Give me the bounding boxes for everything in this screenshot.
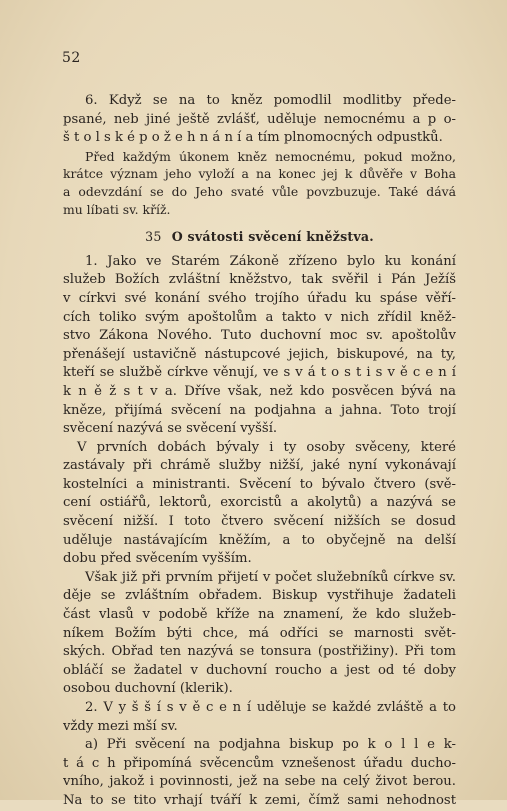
text-line: Však již při prvním přijetí v počet služebníků církve sv. (85, 569, 456, 585)
text-line: cení ostiářů, lektorů, exorcistů a akolytů) a nazývá se (63, 495, 456, 511)
text-line: k n ě ž s t v a. Dříve však, než kdo posvěcen bývá na (63, 383, 456, 399)
text-line: dobu před svěcením vyšším. (63, 551, 252, 567)
text-line: v církvi své konání svého trojího úřadu ku spáse věří- (63, 290, 456, 306)
paragraph-section-6 (63, 92, 456, 148)
text-line: 6. Když se na to kněz pomodlil modlitby předе- (85, 93, 456, 108)
text-line: obláčí se žadatel v duchovní roucho a jest od té doby (63, 662, 456, 678)
text-line: Před každým úkonem kněz nemocnému, pokud možno, (85, 148, 456, 164)
text-line: ských. Obřad ten nazývá se tonsura (postřižiny). Při tom (63, 644, 456, 660)
text-line: níkem Božím býti chce, má odříci se marnosti svět- (63, 625, 456, 641)
text-line: kněze, přijímá svěcení na podjahna a jahna. Toto trojí (63, 402, 456, 418)
page-text (63, 92, 456, 811)
section-heading (63, 228, 456, 247)
text-line: uděluje nastávajícím kněžím, a to obyčejně na delší (63, 532, 456, 548)
note-paragraph (63, 148, 456, 218)
text-line: t á c h připomíná svěcencům vznešenost úřadu ducho- (63, 755, 456, 771)
text-line: Na to se tito vrhají tváří k zemi, čímž sami nehodnost (63, 792, 456, 808)
text-line: cích toliko svým apoštolům a takto v nich zřídil kněž- (63, 309, 456, 325)
text-line: 1. Jako ve Starém Zákoně zřízeno bylo ku konání (85, 253, 456, 269)
text-line: mu líbati sv. kříž. (63, 201, 171, 217)
text-line: osobou duchovní (klerik). (63, 681, 233, 697)
text-line: svěcení nazývá se svěcení vyšší. (63, 421, 278, 437)
text-line: V prvních dobách bývaly i ty osoby svěceny, které (77, 439, 456, 455)
text-line: svěcení nižší. I toto čtvero svěcení nižších se dosud (63, 514, 456, 530)
text-line: vždy mezi mší sv. (63, 718, 178, 734)
text-line: a) Při svěcení na podjahna biskup po k o l l e k- (85, 737, 456, 753)
text-line: přenášejí ustavičně nástupcové jejich, biskupové, na ty, (63, 346, 456, 362)
text-line: vního, jakož i povinnosti, jež na sebe na celý život berou. (63, 774, 456, 790)
text-line: a odevzdání se do Jeho svaté vůle povzbuzuje. Také dává (63, 183, 456, 199)
text-line: kteří se službě církve věnují, ve s v á t o s t i s v ě c e n í (63, 365, 456, 381)
page-number: 52 (62, 50, 81, 66)
section-title: O svátosti svěcení kněžstva. (171, 229, 374, 245)
text-line: psané, neb jiné ještě zvlášť, uděluje nemocnému a p o- (63, 111, 456, 127)
text-line: zastávaly při chrámě služby nižší, jaké nyní vykonávají (63, 458, 456, 474)
text-line: 2. V y š š í s v ě c e n í uděluje se každé zvláště a to (85, 700, 456, 715)
text-line: kostelníci a ministranti. Svěcení to bývalo čtvero (svě- (63, 476, 456, 492)
text-line: stvo Zákona Nového. Tuto duchovní moc sv. apoštolův (63, 328, 456, 344)
text-line: služeb Božích zvláštní kněžstvo, tak svěřil i Pán Ježíš (63, 272, 456, 288)
section-number: 35 (145, 229, 162, 245)
section-body (63, 253, 456, 811)
text-line: š t o l s k é p o ž e h n á n í a tím plnomocných odpustků. (63, 130, 443, 146)
text-line: část vlasů v podobě kříže na znamení, že kdo služeb- (63, 607, 456, 623)
text-line: děje se zvláštním obřadem. Biskup vystřihuje žadateli (63, 588, 456, 604)
text-line: krátce význam jeho vyloží a na konec jej k důvěře v Boha (63, 166, 456, 182)
